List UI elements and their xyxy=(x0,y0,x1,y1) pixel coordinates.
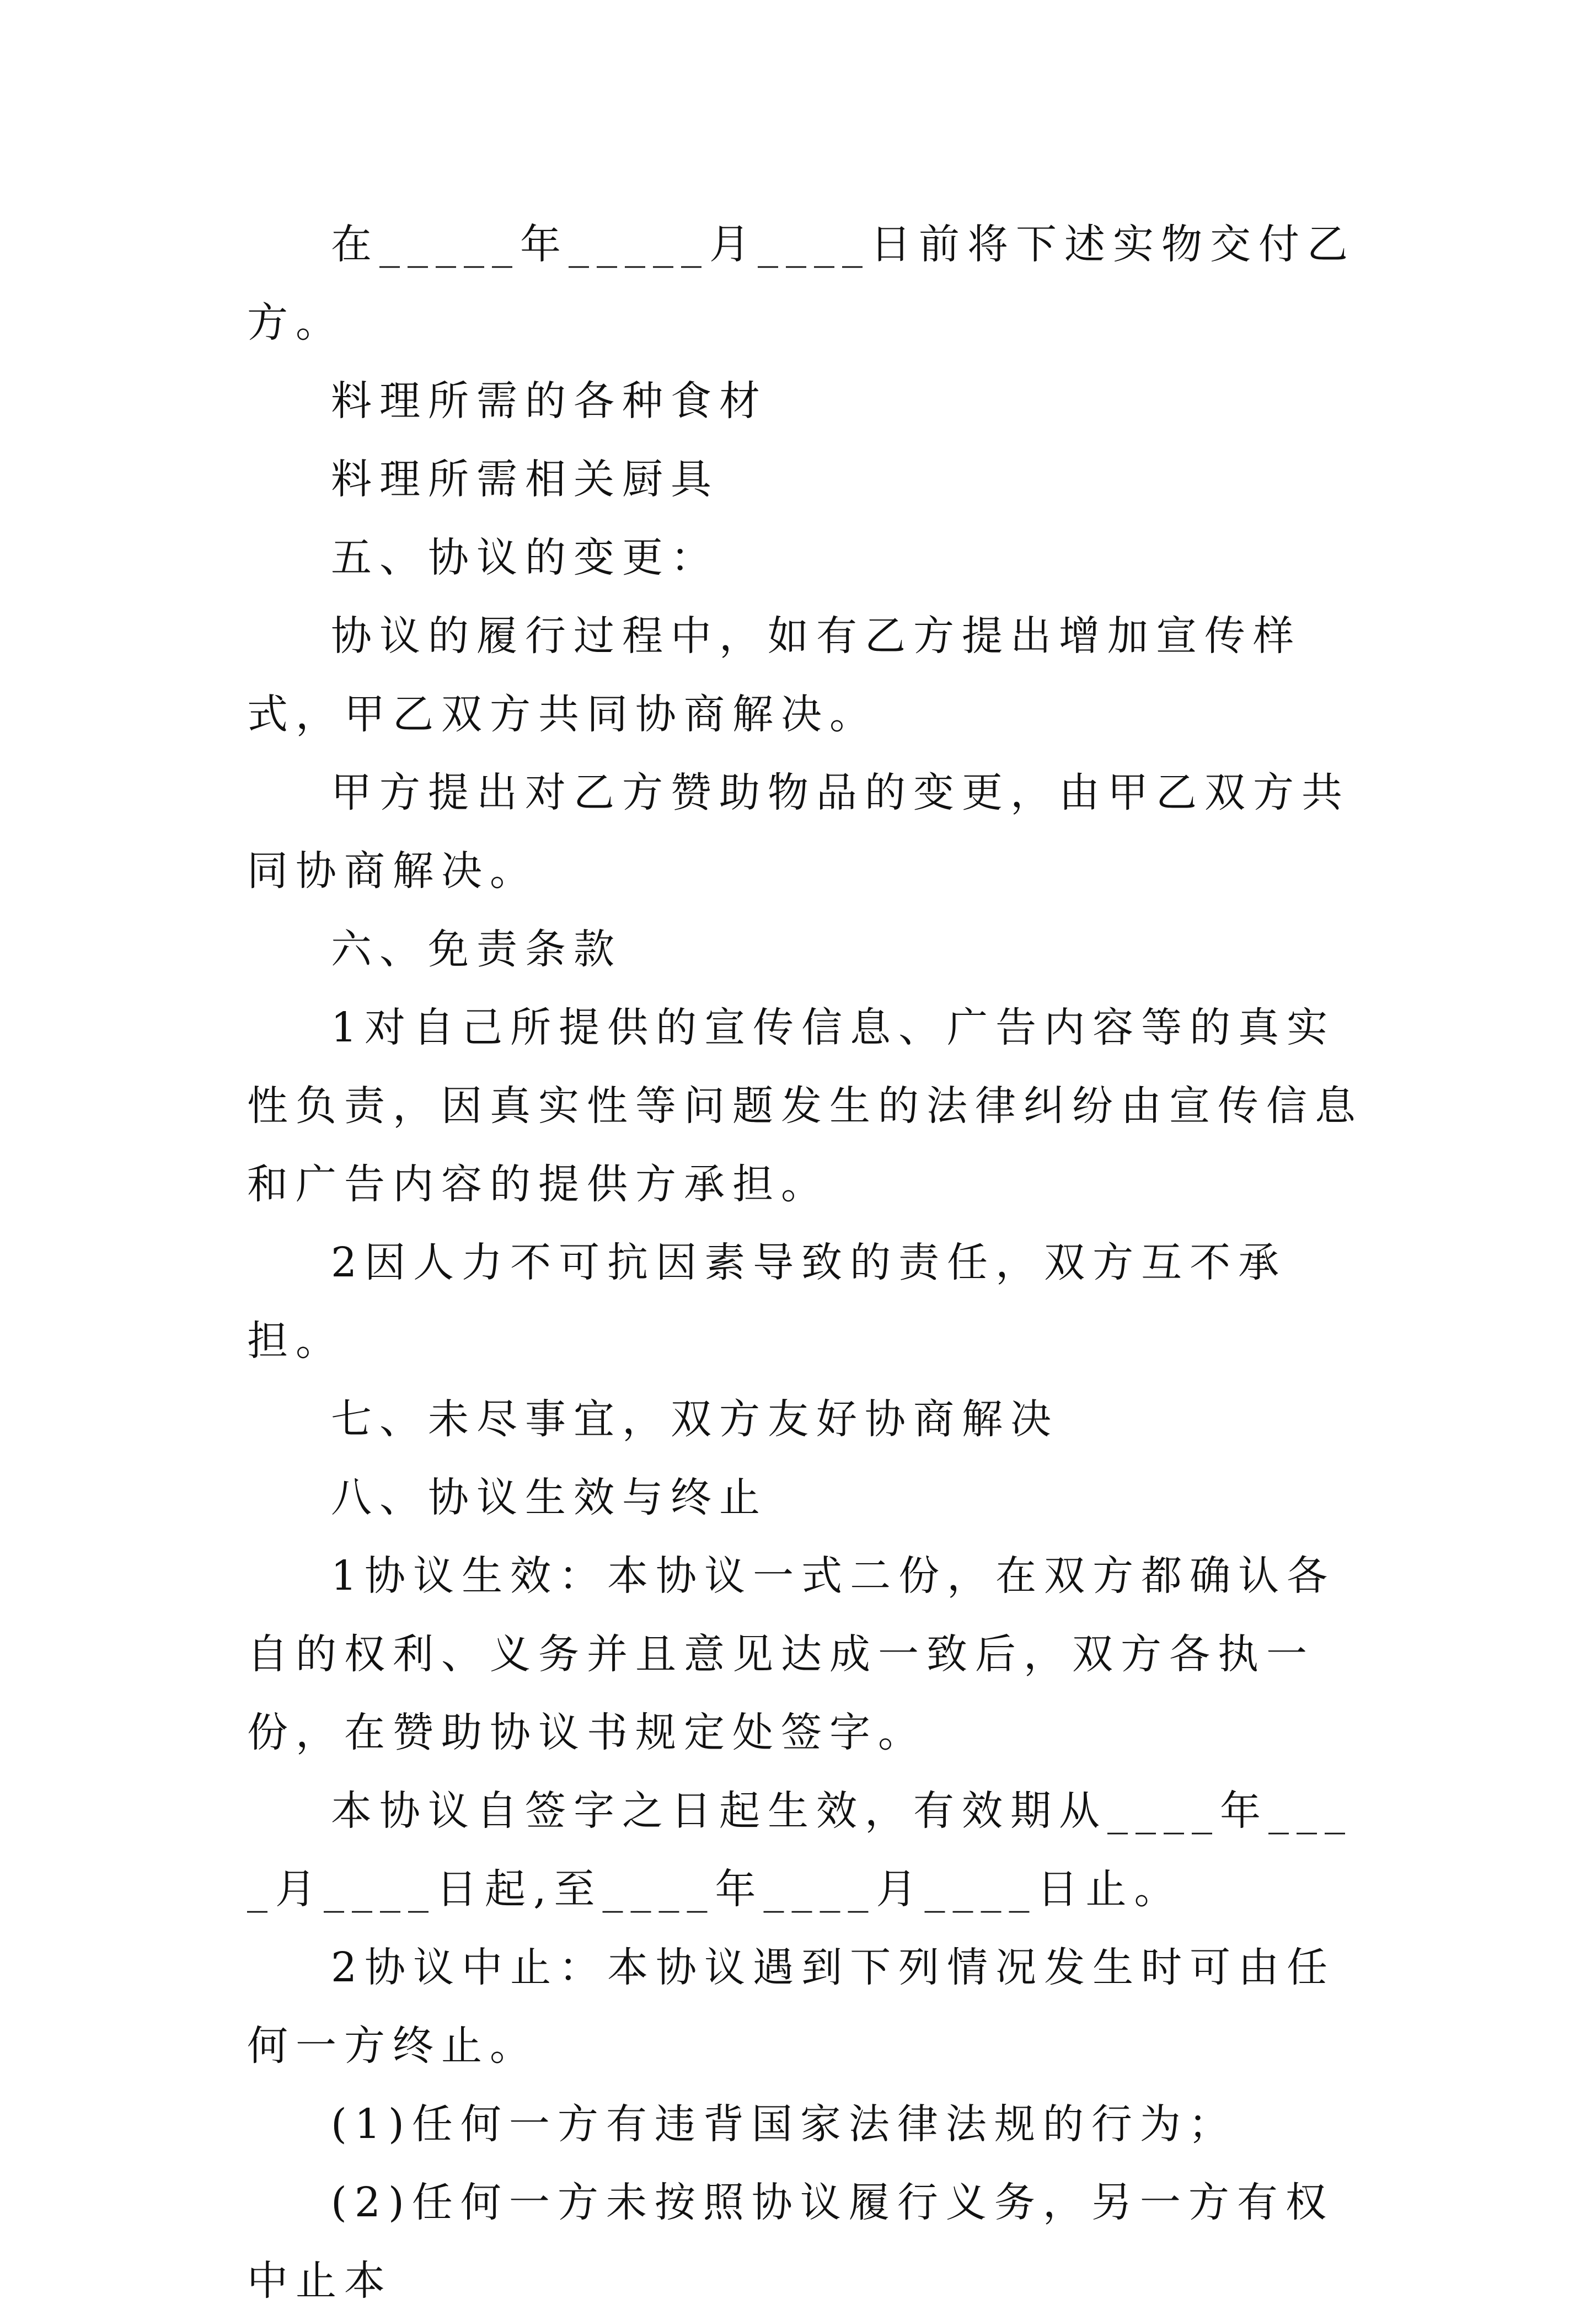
paragraph-validity-period: 本协议自签字之日起生效，有效期从____年____月____日起,至____年____月____日止。 xyxy=(247,1787,1353,1913)
section-heading-disclaimer: 六、免责条款 xyxy=(331,926,622,973)
paragraph-kitchenware: 料理所需相关厨具 xyxy=(331,456,719,503)
paragraph-effect: 1协议生效：本协议一式二份，在双方都确认各自的权利、义务并且意见达成一致后，双方各执一份，在赞助协议书规定处签字。 xyxy=(247,1552,1336,1756)
paragraph-disclaimer-1: 1对自己所提供的宣传信息、广告内容等的真实性负责，因真实性等问题发生的法律纠纷由宣传信息和广告内容的提供方承担。 xyxy=(247,1004,1363,1208)
paragraph-change-by-party-a: 甲方提出对乙方赞助物品的变更，由甲乙双方共同协商解决。 xyxy=(247,769,1350,895)
section-heading-other-matters: 七、未尽事宜，双方友好协商解决 xyxy=(331,1396,1059,1443)
paragraph-termination-item-2: (2)任何一方未按照协议履行义务，另一方有权中止本 xyxy=(247,2179,1334,2305)
paragraph-delivery-date: 在_____年_____月____日前将下述实物交付乙方。 xyxy=(247,221,1356,346)
document-body xyxy=(247,205,1372,2320)
paragraph-change-by-party-b: 协议的履行过程中，如有乙方提出增加宣传样式，甲乙双方共同协商解决。 xyxy=(247,612,1302,738)
paragraph-ingredients: 料理所需的各种食材 xyxy=(331,377,768,425)
paragraph-termination-item-1: (1)任何一方有违背国家法律法规的行为； xyxy=(331,2100,1237,2148)
section-heading-changes: 五、协议的变更： xyxy=(331,534,719,581)
section-heading-effect-termination: 八、协议生效与终止 xyxy=(331,1474,768,1521)
paragraph-disclaimer-2: 2因人力不可抗因素导致的责任，双方互不承担。 xyxy=(247,1239,1287,1365)
paragraph-termination: 2协议中止：本协议遇到下列情况发生时可由任何一方终止。 xyxy=(247,1944,1336,2070)
